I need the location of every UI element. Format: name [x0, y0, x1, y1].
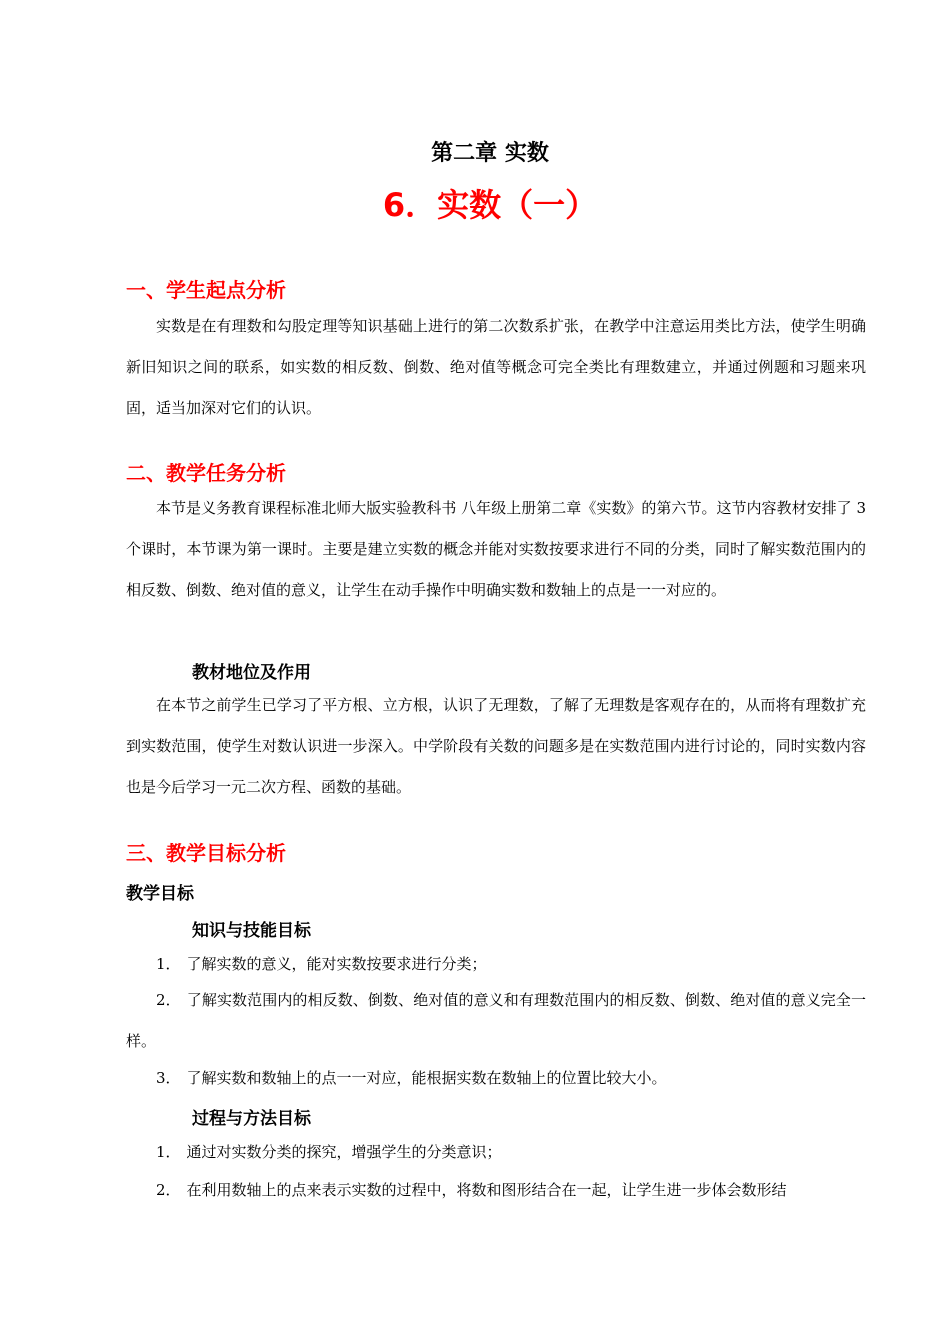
- list-item-text: 了解实数和数轴上的点一一对应，能根据实数在数轴上的位置比较大小。: [186, 1069, 667, 1087]
- chapter-title: 第二章 实数: [431, 141, 549, 166]
- list-item-number: 3．: [156, 1069, 181, 1087]
- list-item-text: 在利用数轴上的点来表示实数的过程中，将数和图形结合在一起，让学生进一步体会数形结: [186, 1181, 787, 1199]
- list-item-text: 了解实数的意义，能对实数按要求进行分类；: [186, 955, 487, 973]
- subheading-textbook-role: 教材地位及作用: [192, 663, 311, 683]
- section-heading-task-analysis: 二、教学任务分析: [126, 461, 286, 485]
- list-item-number: 2．: [156, 991, 181, 1009]
- list-item: [126, 1058, 866, 1099]
- section-paragraph-student-analysis: 实数是在有理数和勾股定理等知识基础上进行的第二次数系扩张，在教学中注意运用类比方法，使学生明确新旧知识之间的联系，如实数的相反数、倒数、绝对值等概念可完全类比有理数建立，并通过例题和习题来巩固，适当加深对它们的认识。: [126, 317, 866, 417]
- lesson-title: 6．实数（一）: [382, 186, 598, 224]
- subheading-knowledge-skills: 知识与技能目标: [192, 921, 311, 941]
- goals-label: 教学目标: [126, 884, 194, 904]
- section-paragraph-task-analysis: 本节是义务教育课程标准北师大版实验教科书 八年级上册第二章《实数》的第六节。这节内容教材安排了 3 个课时，本节课为第一课时。主要是建立实数的概念并能对实数按要求进行不同的分类，同时了解实数范围内的相反数、倒数、绝对值的意义，让学生在动手操作中明确实数和数轴上的点是一一对应的。: [126, 499, 866, 599]
- list-item: [126, 944, 866, 985]
- paragraph-textbook-role: 在本节之前学生已学习了平方根、立方根，认识了无理数，了解了无理数是客观存在的，从而将有理数扩充到实数范围，使学生对数认识进一步深入。中学阶段有关数的问题多是在实数范围内进行讨论的，同时实数内容也是今后学习一元二次方程、函数的基础。: [126, 696, 866, 796]
- list-item: [126, 1170, 866, 1211]
- section-heading-student-analysis: 一、学生起点分析: [126, 278, 286, 302]
- list-item: [126, 1132, 866, 1173]
- list-item: [126, 980, 866, 1062]
- list-item-text: 通过对实数分类的探究，增强学生的分类意识；: [186, 1143, 502, 1161]
- section-heading-objectives: 三、教学目标分析: [126, 841, 286, 865]
- list-item-number: 1．: [156, 1143, 181, 1161]
- list-item-text: 了解实数范围内的相反数、倒数、绝对值的意义和有理数范围内的相反数、倒数、绝对值的意义完全一样。: [126, 991, 866, 1050]
- subheading-process-methods: 过程与方法目标: [192, 1109, 311, 1129]
- list-item-number: 2．: [156, 1181, 181, 1199]
- list-item-number: 1．: [156, 955, 181, 973]
